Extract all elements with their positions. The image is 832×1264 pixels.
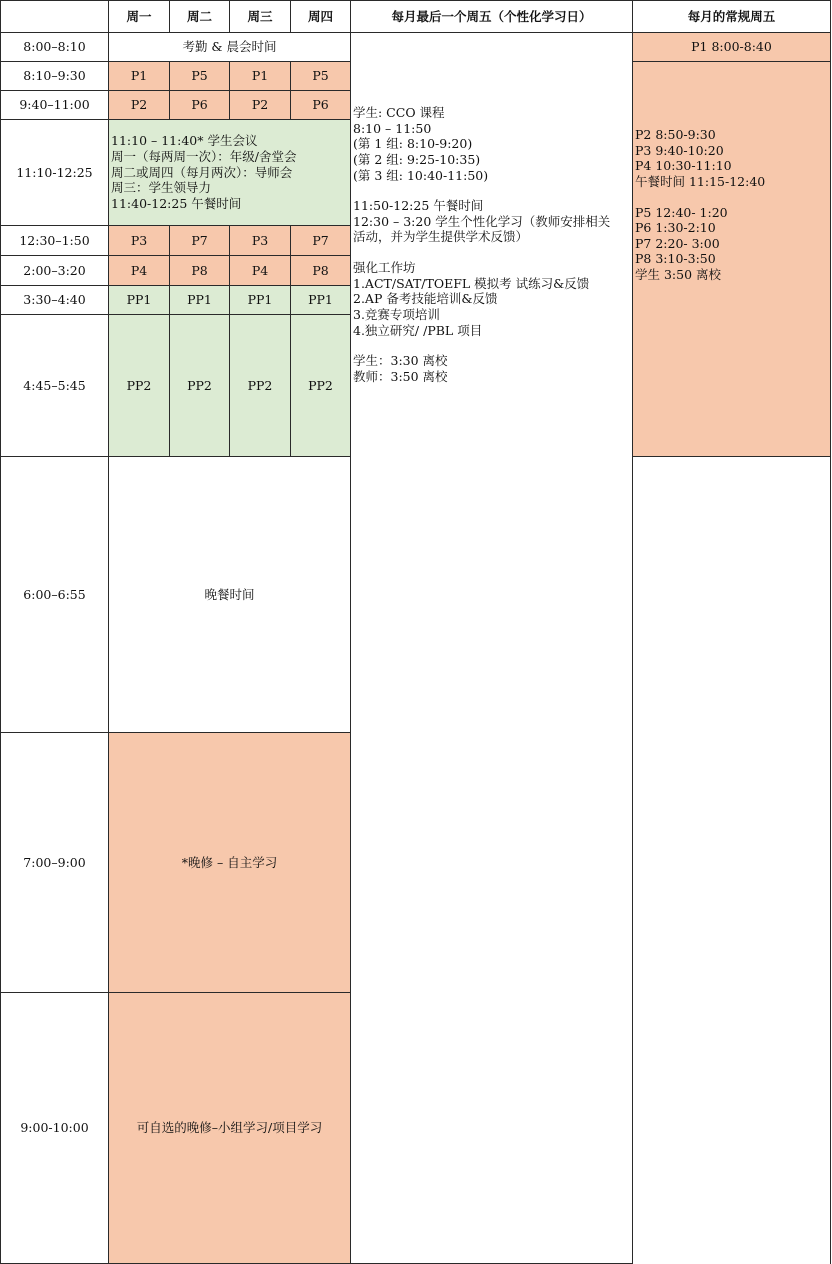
text-line: (第 2 组: 9:25-10:35)	[353, 151, 481, 167]
activity-cell: PP2	[109, 315, 170, 457]
header-mon: 周一	[109, 1, 170, 33]
text-line: (第 3 组: 10:40-11:50)	[353, 167, 489, 183]
period-cell: P4	[230, 256, 291, 286]
text-line: 活动，并为学生提供学术反馈）	[353, 229, 529, 245]
text-line: 3.竞赛专项培训	[353, 306, 440, 322]
period-cell: P2	[109, 91, 170, 120]
period-cell: P6	[170, 91, 230, 120]
period-cell: P3	[109, 226, 170, 256]
header-tue: 周二	[170, 1, 230, 33]
time-cell: 3:30–4:40	[1, 286, 109, 315]
text-line: 学生 3:50 离校	[635, 267, 722, 282]
text-line: P2 8:50-9:30	[635, 127, 716, 142]
time-cell: 8:10–9:30	[1, 62, 109, 91]
text-line: P8 3:10-3:50	[635, 251, 716, 267]
activity-cell: PP1	[230, 286, 291, 315]
period-cell: P6	[291, 91, 351, 120]
text-line: 周一（每两周一次）：年级/舍堂会	[111, 149, 297, 165]
morning-attendance: 考勤 & 晨会时间	[109, 33, 351, 62]
period-cell: P2	[230, 91, 291, 120]
activity-cell: PP2	[230, 315, 291, 457]
regular-friday-block	[633, 62, 831, 457]
text-line: (第 1 组: 8:10-9:20)	[353, 136, 473, 152]
text-line: 11:40-12:25 午餐时间	[111, 195, 242, 211]
text-line: 1.ACT/SAT/TOEFL 模拟考 试练习&反馈	[353, 275, 590, 291]
period-cell: P5	[170, 62, 230, 91]
text-line: P4 10:30-11:10	[635, 158, 732, 174]
text-line: 2.AP 备考技能培训&反馈	[353, 291, 498, 307]
regular-friday-p1: P1 8:00-8:40	[633, 33, 831, 62]
header-row	[1, 1, 831, 33]
evening-self-study: *晚修 – 自主学习	[109, 732, 351, 993]
last-friday-column	[351, 33, 633, 1264]
header-wed: 周三	[230, 1, 291, 33]
time-cell: 12:30–1:50	[1, 226, 109, 256]
text-line: 学生：3:30 离校	[353, 353, 448, 369]
text-line: P3 9:40-10:20	[635, 142, 724, 158]
time-cell: 8:00–8:10	[1, 33, 109, 62]
time-cell: 11:10-12:25	[1, 120, 109, 226]
text-line: 12:30 – 3:20 学生个性化学习（教师安排相关	[353, 213, 611, 229]
period-cell: P8	[291, 256, 351, 286]
activity-cell: PP1	[109, 286, 170, 315]
text-line: 11:10 – 11:40* 学生会议	[111, 133, 258, 149]
header-thu: 周四	[291, 1, 351, 33]
text-line: 周三：学生领导力	[111, 180, 212, 196]
text-line: 教师：3:50 离校	[353, 368, 448, 384]
text-line: 4.独立研究/ /PBL 项目	[353, 322, 483, 338]
period-cell: P3	[230, 226, 291, 256]
text-line: P6 1:30-2:10	[635, 220, 716, 236]
time-cell: 9:40–11:00	[1, 91, 109, 120]
time-cell: 2:00–3:20	[1, 256, 109, 286]
period-cell: P5	[291, 62, 351, 91]
optional-evening-study: 可自选的晚修–小组学习/项目学习	[109, 993, 351, 1263]
text-line: 8:10 – 11:50	[353, 120, 432, 136]
period-cell: P1	[109, 62, 170, 91]
text-line: 周二或周四（每月两次）：导师会	[111, 164, 293, 180]
text-line: 学生: CCO 课程	[353, 105, 445, 120]
row-1	[1, 33, 831, 62]
activity-cell: PP2	[291, 315, 351, 457]
period-cell: P7	[291, 226, 351, 256]
time-cell: 7:00–9:00	[1, 732, 109, 993]
text-line: 11:50-12:25 午餐时间	[353, 198, 484, 214]
period-cell: P8	[170, 256, 230, 286]
activity-cell: PP2	[170, 315, 230, 457]
time-cell: 9:00-10:00	[1, 993, 109, 1263]
period-cell: P1	[230, 62, 291, 91]
text-line: P7 2:20- 3:00	[635, 235, 720, 251]
activity-cell: PP1	[291, 286, 351, 315]
time-cell: 4:45–5:45	[1, 315, 109, 457]
text-line: 午餐时间 11:15-12:40	[635, 173, 766, 189]
header-last-friday: 每月最后一个周五（个性化学习日）	[351, 1, 633, 33]
period-cell: P7	[170, 226, 230, 256]
activity-cell: PP1	[170, 286, 230, 315]
time-cell: 6:00–6:55	[1, 457, 109, 732]
header-regular-friday: 每月的常规周五	[633, 1, 831, 33]
text-line: 强化工作坊	[353, 260, 416, 275]
student-meeting-block	[109, 120, 351, 226]
text-line: P5 12:40- 1:20	[635, 204, 728, 220]
dinner-time: 晚餐时间	[109, 457, 351, 732]
period-cell: P4	[109, 256, 170, 286]
header-blank	[1, 1, 109, 33]
